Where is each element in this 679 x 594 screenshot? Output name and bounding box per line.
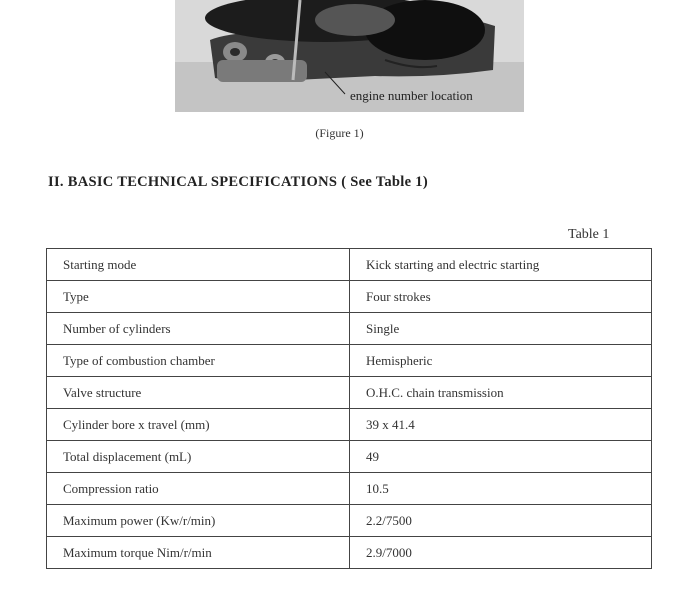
table-row	[47, 409, 652, 441]
table-row	[47, 281, 652, 313]
value-cell: Single	[350, 313, 652, 345]
parameter-cell: Type of combustion chamber	[47, 345, 350, 377]
figure-label: (Figure 1)	[315, 126, 364, 140]
value-cell: 49	[350, 441, 652, 473]
table-row	[47, 537, 652, 569]
parameter-cell: Maximum power (Kw/r/min)	[47, 505, 350, 537]
specifications-table	[46, 248, 652, 569]
value-cell: Four strokes	[350, 281, 652, 313]
value-cell: 2.2/7500	[350, 505, 652, 537]
value-cell: Hemispheric	[350, 345, 652, 377]
value-cell: 39 x 41.4	[350, 409, 652, 441]
section-heading: II. BASIC TECHNICAL SPECIFICATIONS ( See Table 1)	[48, 174, 428, 190]
parameter-cell: Type	[47, 281, 350, 313]
parameter-cell: Cylinder bore x travel (mm)	[47, 409, 350, 441]
table-row	[47, 249, 652, 281]
table-row	[47, 313, 652, 345]
table-row	[47, 441, 652, 473]
value-cell: 2.9/7000	[350, 537, 652, 569]
parameter-cell: Total displacement (mL)	[47, 441, 350, 473]
table-row	[47, 473, 652, 505]
parameter-cell: Maximum torque Nim/r/min	[47, 537, 350, 569]
parameter-cell: Valve structure	[47, 377, 350, 409]
table-row	[47, 345, 652, 377]
parameter-cell: Starting mode	[47, 249, 350, 281]
parameter-cell: Compression ratio	[47, 473, 350, 505]
table-label: Table 1	[568, 227, 610, 242]
photo-caption: engine number location	[350, 88, 473, 103]
table-row	[47, 505, 652, 537]
table-row	[47, 377, 652, 409]
parameter-cell: Number of cylinders	[47, 313, 350, 345]
value-cell: 10.5	[350, 473, 652, 505]
value-cell: Kick starting and electric starting	[350, 249, 652, 281]
value-cell: O.H.C. chain transmission	[350, 377, 652, 409]
